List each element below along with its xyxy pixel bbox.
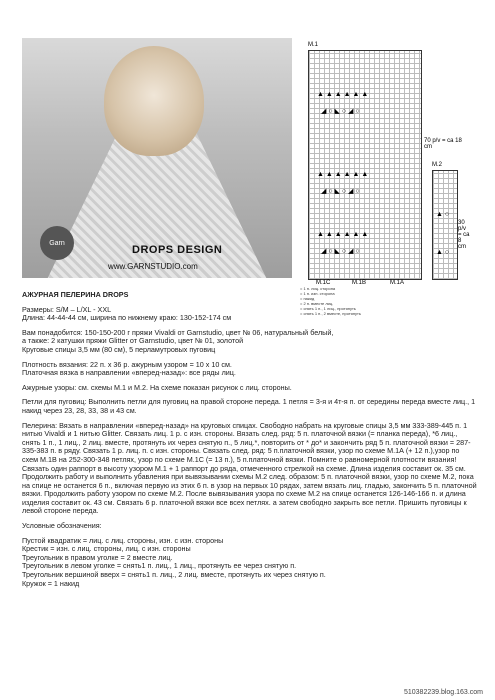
legend-item: = накид: [300, 296, 315, 301]
patterns-line: Ажурные узоры: см. схемы М.1 и М.2. На схеме показан рисунок с лиц. стороны.: [22, 382, 292, 392]
chart-m1: ▲ ▲ ▲ ▲ ▲ ▲ ◢ ○ ◣ ○ ◢ ○ ▲ ▲ ▲ ▲ ▲ ▲ ◢ ○ ◣ ○ ◢ ○ ▲ ▲ ▲ ▲ ▲ ▲ ◢ ○ ◣ ○ ◢ ○: [308, 50, 422, 280]
pattern-charts: [300, 42, 470, 302]
product-photo: [22, 38, 292, 278]
legend-list-item: Треугольник вершиной вверх = снять1 п. лиц., 2 лиц. вместе, протянуть их через снятую п.: [22, 570, 326, 580]
pattern-title: АЖУРНАЯ ПЕЛЕРИНА DROPS: [22, 290, 129, 299]
legend-list-item: Треугольник в левом уголке = снять1 п. лиц., 1 лиц., протянуть ее через снятую п.: [22, 561, 297, 571]
legend-list: [22, 537, 477, 589]
garn-logo: Garn: [40, 226, 74, 260]
m1-label: M.1: [308, 42, 319, 48]
brand-logo: DROPS DESIGN: [132, 244, 223, 256]
m1a-label: M.1A: [390, 280, 405, 286]
brand-website: www.GARNSTUDIO.com: [108, 262, 198, 271]
pattern-text: [22, 291, 477, 594]
legend-list-item: Кружок = 1 накид: [22, 578, 80, 588]
legend-list-item: Крестик = изн. с лиц. стороны, лиц. с изн. стороны: [22, 544, 191, 554]
materials-block: [22, 329, 477, 355]
legend-item: = 2 п. вместе лиц.: [300, 301, 334, 306]
materials-line: а также: 2 катушки пряжи Glitter от Garnstudio, цвет № 01, золотой: [22, 336, 244, 346]
legend-title: Условные обозначения:: [22, 521, 102, 531]
materials-line: Круговые спицы 3,5 мм (80 см), 5 перламутровых пуговиц: [22, 344, 216, 354]
gauge-line: Платочная вязка в направлении «вперед-назад»: все ряды лиц.: [22, 368, 236, 378]
legend-item: = 1 п. лиц. сторона: [300, 286, 336, 291]
sizes-line: Размеры: S/M – L/XL - XXL: [22, 304, 112, 314]
blog-footer: 510382239.blog.163.com: [403, 689, 483, 696]
m2-label: M.2: [432, 162, 443, 168]
legend-list-item: Треугольник в правом уголке = 2 вместе лиц.: [22, 552, 173, 562]
buttonholes-paragraph: Петли для пуговиц: Выполнить петли для пуговиц на правой стороне переда. 1 петля = 3-я и 4т-я п. от середины переда вместе лиц., 1 накид через 23, 28, 33, 38 и 43 см.: [22, 397, 476, 415]
model-head: [104, 46, 204, 156]
gauge-m2: 30 p/v = ca 8 cm: [458, 220, 470, 250]
m1c-label: M.1C: [316, 280, 331, 286]
gauge-line: Плотность вязания: 22 п. х 36 р. ажурным узором = 10 х 10 см.: [22, 359, 232, 369]
cape-paragraph: Пелерина: Вязать в направлении «вперед-назад» на круговых спицах. Свободно набрать на круговые спицы 3,5 мм 333-389-445 п. 1 нитью Vivaldi и 1 нитью Glitter. Связать лиц. 1 р. с изн. стороны. Вязать след. ряд: 5 п. платочной вязки (= планка переда), *6 лиц., снять 1 п., 1 лиц., 2 лиц. вместе, протянуть их через снятую п., 5 лиц.*, повторить от * до* и закончить ряд 5 п. платочной вязки = 287-335-383 п. в ряду. Связать 1 р. лиц. п. с изн. стороны. Связать след. ряд: 5 п.платочной вязки, узор по схеме М.1А (+ 12 п.),узор по схем М.1В на 252-300-348 петлях, узор по схеме М.1С (= 13 п.), 5 п.платочной вязки. Помните о равномерной плотности вязания! Связать один раппорт в высоту узором М.1 + 1 раппорт до ряда, отмеченного стрелкой на схеме. Длина изделия составит ок. 35 см. Продолжить работу и выполнить убавления при вывязывании схемы М.2 след. образом: 5 п. платочной вязки, узор по схеме М.2, пока на спице не останется 6 п., включая первую из этих 6 п. в узор на первых 10 рядах, затем вязать лиц. гладью, закончить 5 п. платочной вязки. Продолжить работу узором по схеме М.2. После вывязывания узора по схеме М.2 на спице останется 126-146-166 п. и длина изделия составит ок. 43 см. Связать 6 р. платочной вязки все всех петлях. а затем свободно закрыть все петли. Пришить пуговицы к левой стороне переда.: [22, 420, 477, 516]
legend-list-item: Пустой квадратик = лиц. с лиц. стороны, изн. с изн. стороны: [22, 535, 224, 545]
legend-item: = снять 1 п., 2 вместе, протянуть: [300, 311, 361, 316]
gauge-m1: 70 p/v = ca 18 cm: [424, 138, 462, 150]
length-line: Длина: 44-44-44 см, ширина по нижнему краю: 130-152-174 см: [22, 313, 232, 323]
m1b-label: M.1B: [352, 280, 367, 286]
materials-line: Вам понадобится: 150-150-200 г пряжи Vivaldi от Garnstudio, цвет № 06, натуральный белый,: [22, 327, 334, 337]
sizes-block: [22, 306, 477, 323]
legend-item: = снять 1 п., 1 лиц., протянуть: [300, 306, 356, 311]
chart-m2: ▲ ○ ▲ ○: [432, 170, 458, 280]
legend-item: = 1 п. изн. сторона: [300, 291, 335, 296]
gauge-block: [22, 361, 477, 378]
